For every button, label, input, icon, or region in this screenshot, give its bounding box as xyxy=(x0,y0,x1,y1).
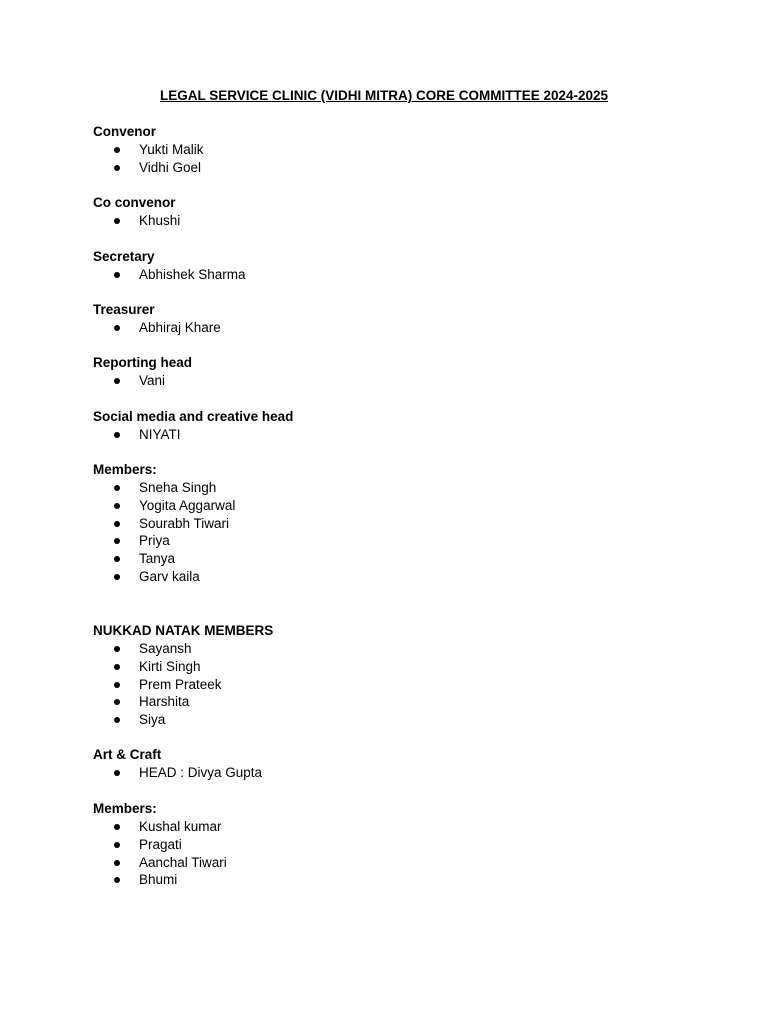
bullet-icon xyxy=(114,218,120,224)
list-item: Abhishek Sharma xyxy=(139,267,246,282)
bullet-icon xyxy=(114,147,120,153)
list-item: Aanchal Tiwari xyxy=(139,854,227,870)
section-heading: Treasurer xyxy=(93,302,155,317)
list-item: NIYATI xyxy=(139,427,181,442)
list-item: Sayansh xyxy=(139,641,192,656)
list-item: Tanya xyxy=(139,551,176,567)
bullet-icon xyxy=(114,646,120,652)
list-item: Garv kaila xyxy=(139,569,200,584)
bullet-icon xyxy=(114,682,120,688)
list-item: Sneha Singh xyxy=(139,480,217,495)
bullet-icon xyxy=(114,664,120,670)
list-item: Khushi xyxy=(139,213,181,228)
section-heading: Secretary xyxy=(93,249,155,264)
section-heading: Social media and creative head xyxy=(93,409,294,424)
bullet-icon xyxy=(114,699,120,705)
section-heading: Co convenor xyxy=(93,195,176,210)
list-item: Siya xyxy=(139,712,166,728)
list-item: Prem Prateek xyxy=(139,676,222,692)
section-heading: Members: xyxy=(93,801,157,816)
section-heading: Art & Craft xyxy=(93,747,162,762)
list-item: Abhiraj Khare xyxy=(139,320,221,335)
bullet-icon xyxy=(114,556,120,562)
bullet-icon xyxy=(114,432,120,438)
list-item: Harshita xyxy=(139,694,190,710)
bullet-icon xyxy=(114,717,120,723)
list-item: Bhumi xyxy=(139,872,178,888)
list-item: Kirti Singh xyxy=(139,658,201,674)
bullet-icon xyxy=(114,325,120,331)
list-item: Vani xyxy=(139,373,166,388)
bullet-icon xyxy=(114,503,120,509)
document-title: LEGAL SERVICE CLINIC (VIDHI MITRA) CORE COMMITTEE 2024-2025 xyxy=(159,88,609,103)
section-heading: Reporting head xyxy=(93,355,193,370)
bullet-icon xyxy=(114,378,120,384)
list-item: Sourabh Tiwari xyxy=(139,515,230,531)
bullet-icon xyxy=(114,842,120,848)
list-item: HEAD : Divya Gupta xyxy=(139,765,263,780)
bullet-icon xyxy=(114,165,120,171)
list-item: Priya xyxy=(139,533,170,549)
bullet-icon xyxy=(114,770,120,776)
bullet-icon xyxy=(114,485,120,491)
bullet-icon xyxy=(114,877,120,883)
bullet-icon xyxy=(114,272,120,278)
list-item: Vidhi Goel xyxy=(139,159,202,175)
list-item: Kushal kumar xyxy=(139,819,222,834)
bullet-icon xyxy=(114,574,120,580)
section-heading: Convenor xyxy=(93,124,157,139)
list-item: Yukti Malik xyxy=(139,142,204,157)
section-heading: NUKKAD NATAK MEMBERS xyxy=(93,623,274,638)
list-item: Yogita Aggarwal xyxy=(139,497,236,513)
bullet-icon xyxy=(114,521,120,527)
bullet-icon xyxy=(114,824,120,830)
section-heading: Members: xyxy=(93,462,157,477)
bullet-icon xyxy=(114,860,120,866)
list-item: Pragati xyxy=(139,836,182,852)
bullet-icon xyxy=(114,538,120,544)
